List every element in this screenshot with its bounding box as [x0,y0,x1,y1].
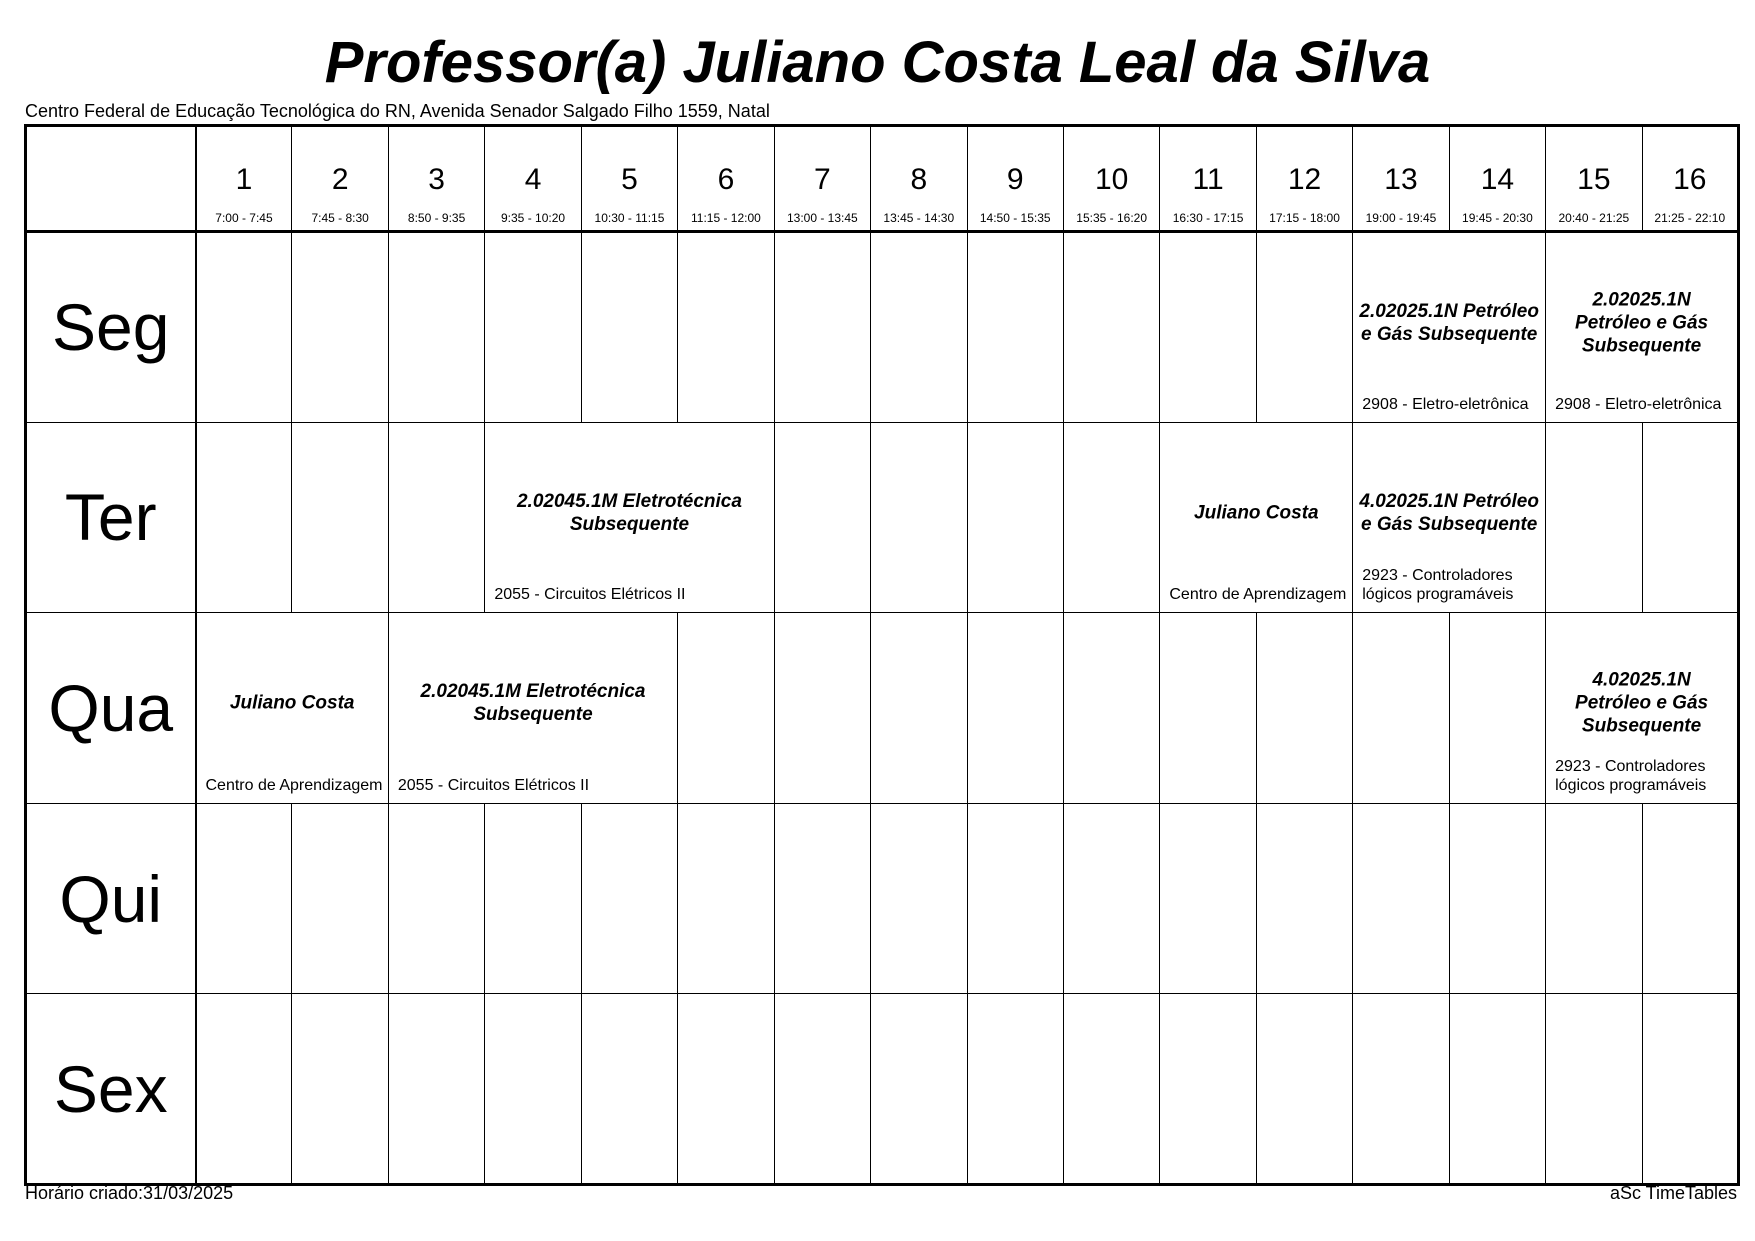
empty-slot [196,803,292,994]
lesson-title: Juliano Costa [229,692,355,714]
period-header [967,126,1063,232]
period-time: 7:45 - 8:30 [311,211,369,225]
day-row [26,422,1739,613]
empty-slot [1256,232,1352,423]
empty-slot [774,613,870,804]
empty-slot [388,422,484,613]
empty-slot [1546,422,1642,613]
empty-slot [196,232,292,423]
day-name: Ter [26,422,196,613]
period-time: 20:40 - 21:25 [1558,211,1630,225]
empty-slot [774,422,870,613]
lesson-subject: 2055 - Circuitos Elétricos II [494,586,686,604]
day-name: Seg [26,232,196,423]
empty-slot [292,232,388,423]
empty-slot [388,994,484,1185]
empty-slot [1449,803,1545,994]
period-number: 8 [910,163,928,196]
period-time: 8:50 - 9:35 [407,211,466,225]
empty-slot [774,232,870,423]
period-number: 16 [1673,163,1707,196]
day-name: Sex [26,994,196,1185]
period-header [1160,126,1256,232]
empty-slot [292,994,388,1185]
lesson-card[interactable] [485,422,774,613]
generator-credit: aSc TimeTables [1609,1183,1737,1203]
period-header [292,126,388,232]
lesson-card[interactable] [1353,232,1546,423]
period-number: 10 [1094,163,1129,196]
empty-slot [678,994,774,1185]
period-time: 13:45 - 14:30 [883,211,955,225]
day-row [26,994,1739,1185]
period-number: 3 [428,163,445,196]
period-number: 9 [1006,163,1024,196]
period-header [581,126,677,232]
empty-slot [1449,613,1545,804]
lesson-title: 2.02045.1M Eletrotécnica Subsequente [420,681,646,726]
lesson-title: 2.02025.1N Petróleo e Gás Subsequente [1575,289,1709,357]
empty-slot [774,994,870,1185]
lesson-title: 4.02025.1N Petróleo e Gás Subsequente [1359,490,1539,535]
period-time: 15:35 - 16:20 [1076,211,1148,225]
corner-cell [26,126,196,232]
period-time: 9:35 - 10:20 [501,211,566,225]
period-time: 10:30 - 11:15 [594,211,665,225]
empty-slot [1256,613,1352,804]
lesson-card[interactable] [196,613,389,804]
empty-slot [292,803,388,994]
empty-slot [1063,613,1159,804]
empty-slot [581,994,677,1185]
lesson-subject: 2923 - Controladores lógicos programáveis [1362,567,1514,604]
empty-slot [967,803,1063,994]
empty-slot [967,232,1063,423]
lesson-card[interactable] [1160,422,1353,613]
period-header [1063,126,1159,232]
period-number: 5 [621,163,638,196]
period-number: 6 [717,163,735,196]
empty-slot [1546,994,1642,1185]
period-number: 2 [331,163,349,196]
empty-slot [1353,613,1449,804]
empty-slot [581,803,677,994]
period-header [678,126,774,232]
empty-slot [871,232,967,423]
empty-slot [1256,994,1352,1185]
empty-slot [871,613,967,804]
empty-slot [1449,994,1545,1185]
empty-slot [871,994,967,1185]
period-time: 16:30 - 17:15 [1172,211,1244,225]
day-name: Qua [26,613,196,804]
period-number: 11 [1192,163,1224,196]
empty-slot [774,803,870,994]
empty-slot [967,994,1063,1185]
empty-slot [1546,803,1642,994]
empty-slot [1063,232,1159,423]
lesson-card[interactable] [388,613,677,804]
day-name: Qui [26,803,196,994]
lesson-card[interactable] [1353,422,1546,613]
lesson-title: 2.02025.1N Petróleo e Gás Subsequente [1359,301,1539,345]
empty-slot [678,232,774,423]
empty-slot [1353,994,1449,1185]
timetable-grid [24,124,1740,1186]
empty-slot [1256,803,1352,994]
empty-slot [871,803,967,994]
empty-slot [1160,994,1256,1185]
created-date: Horário criado:31/03/2025 [25,1183,234,1203]
period-header [1256,126,1352,232]
empty-slot [581,232,677,423]
empty-slot [678,613,774,804]
period-number: 12 [1287,163,1322,196]
period-header [1642,126,1738,232]
empty-slot [485,803,581,994]
period-number: 1 [235,163,253,196]
page-title: Professor(a) Juliano Costa Leal da Silva [324,30,1431,95]
empty-slot [871,422,967,613]
lesson-subject: 2908 - Eletro-eletrônica [1555,395,1722,413]
empty-slot [1063,803,1159,994]
empty-slot [1642,422,1738,613]
period-number: 13 [1384,163,1418,196]
period-time: 19:00 - 19:45 [1365,211,1437,225]
period-number: 7 [814,163,831,196]
period-time: 11:15 - 12:00 [690,211,761,225]
empty-slot [678,803,774,994]
period-header [774,126,870,232]
school-address: Centro Federal de Educação Tecnológica do RN, Avenida Senador Salgado Filho 1559, Natal [25,101,770,121]
empty-slot [1642,994,1738,1185]
period-time: 13:00 - 13:45 [786,211,858,225]
empty-slot [1160,232,1256,423]
day-row [26,803,1739,994]
lesson-subject: 2055 - Circuitos Elétricos II [397,776,590,794]
empty-slot [1353,803,1449,994]
lesson-title: Juliano Costa [1194,502,1319,524]
period-header [196,126,292,232]
empty-slot [196,422,292,613]
period-number: 4 [524,163,542,196]
empty-slot [1063,422,1159,613]
period-time: 7:00 - 7:45 [215,211,273,225]
period-header-row [26,126,1739,232]
period-header [388,126,484,232]
lesson-subject: 2923 - Controladores lógicos programáveis [1555,757,1707,794]
lesson-card[interactable] [1546,232,1739,423]
lesson-card[interactable] [1546,613,1739,804]
period-header [1449,126,1545,232]
period-number: 15 [1577,163,1611,196]
empty-slot [1160,803,1256,994]
lesson-subject: 2908 - Eletro-eletrônica [1362,395,1529,413]
day-row [26,613,1739,804]
period-header [1546,126,1642,232]
lesson-subject: Centro de Aprendizagem [1169,586,1347,604]
lesson-title: 2.02045.1M Eletrotécnica Subsequente [516,490,742,535]
period-time: 17:15 - 18:00 [1269,211,1340,225]
empty-slot [388,803,484,994]
empty-slot [1063,994,1159,1185]
lesson-title: 4.02025.1N Petróleo e Gás Subsequente [1575,669,1709,737]
period-header [485,126,581,232]
day-row [26,232,1739,423]
empty-slot [196,994,292,1185]
empty-slot [292,422,388,613]
period-header [1353,126,1449,232]
empty-slot [1160,613,1256,804]
empty-slot [388,232,484,423]
empty-slot [485,994,581,1185]
empty-slot [967,613,1063,804]
period-time: 21:25 - 22:10 [1654,211,1726,225]
period-time: 14:50 - 15:35 [979,211,1051,225]
period-number: 14 [1480,163,1515,196]
empty-slot [485,232,581,423]
period-time: 19:45 - 20:30 [1462,211,1533,225]
lesson-subject: Centro de Aprendizagem [205,776,383,794]
empty-slot [1642,803,1738,994]
period-header [871,126,967,232]
empty-slot [967,422,1063,613]
